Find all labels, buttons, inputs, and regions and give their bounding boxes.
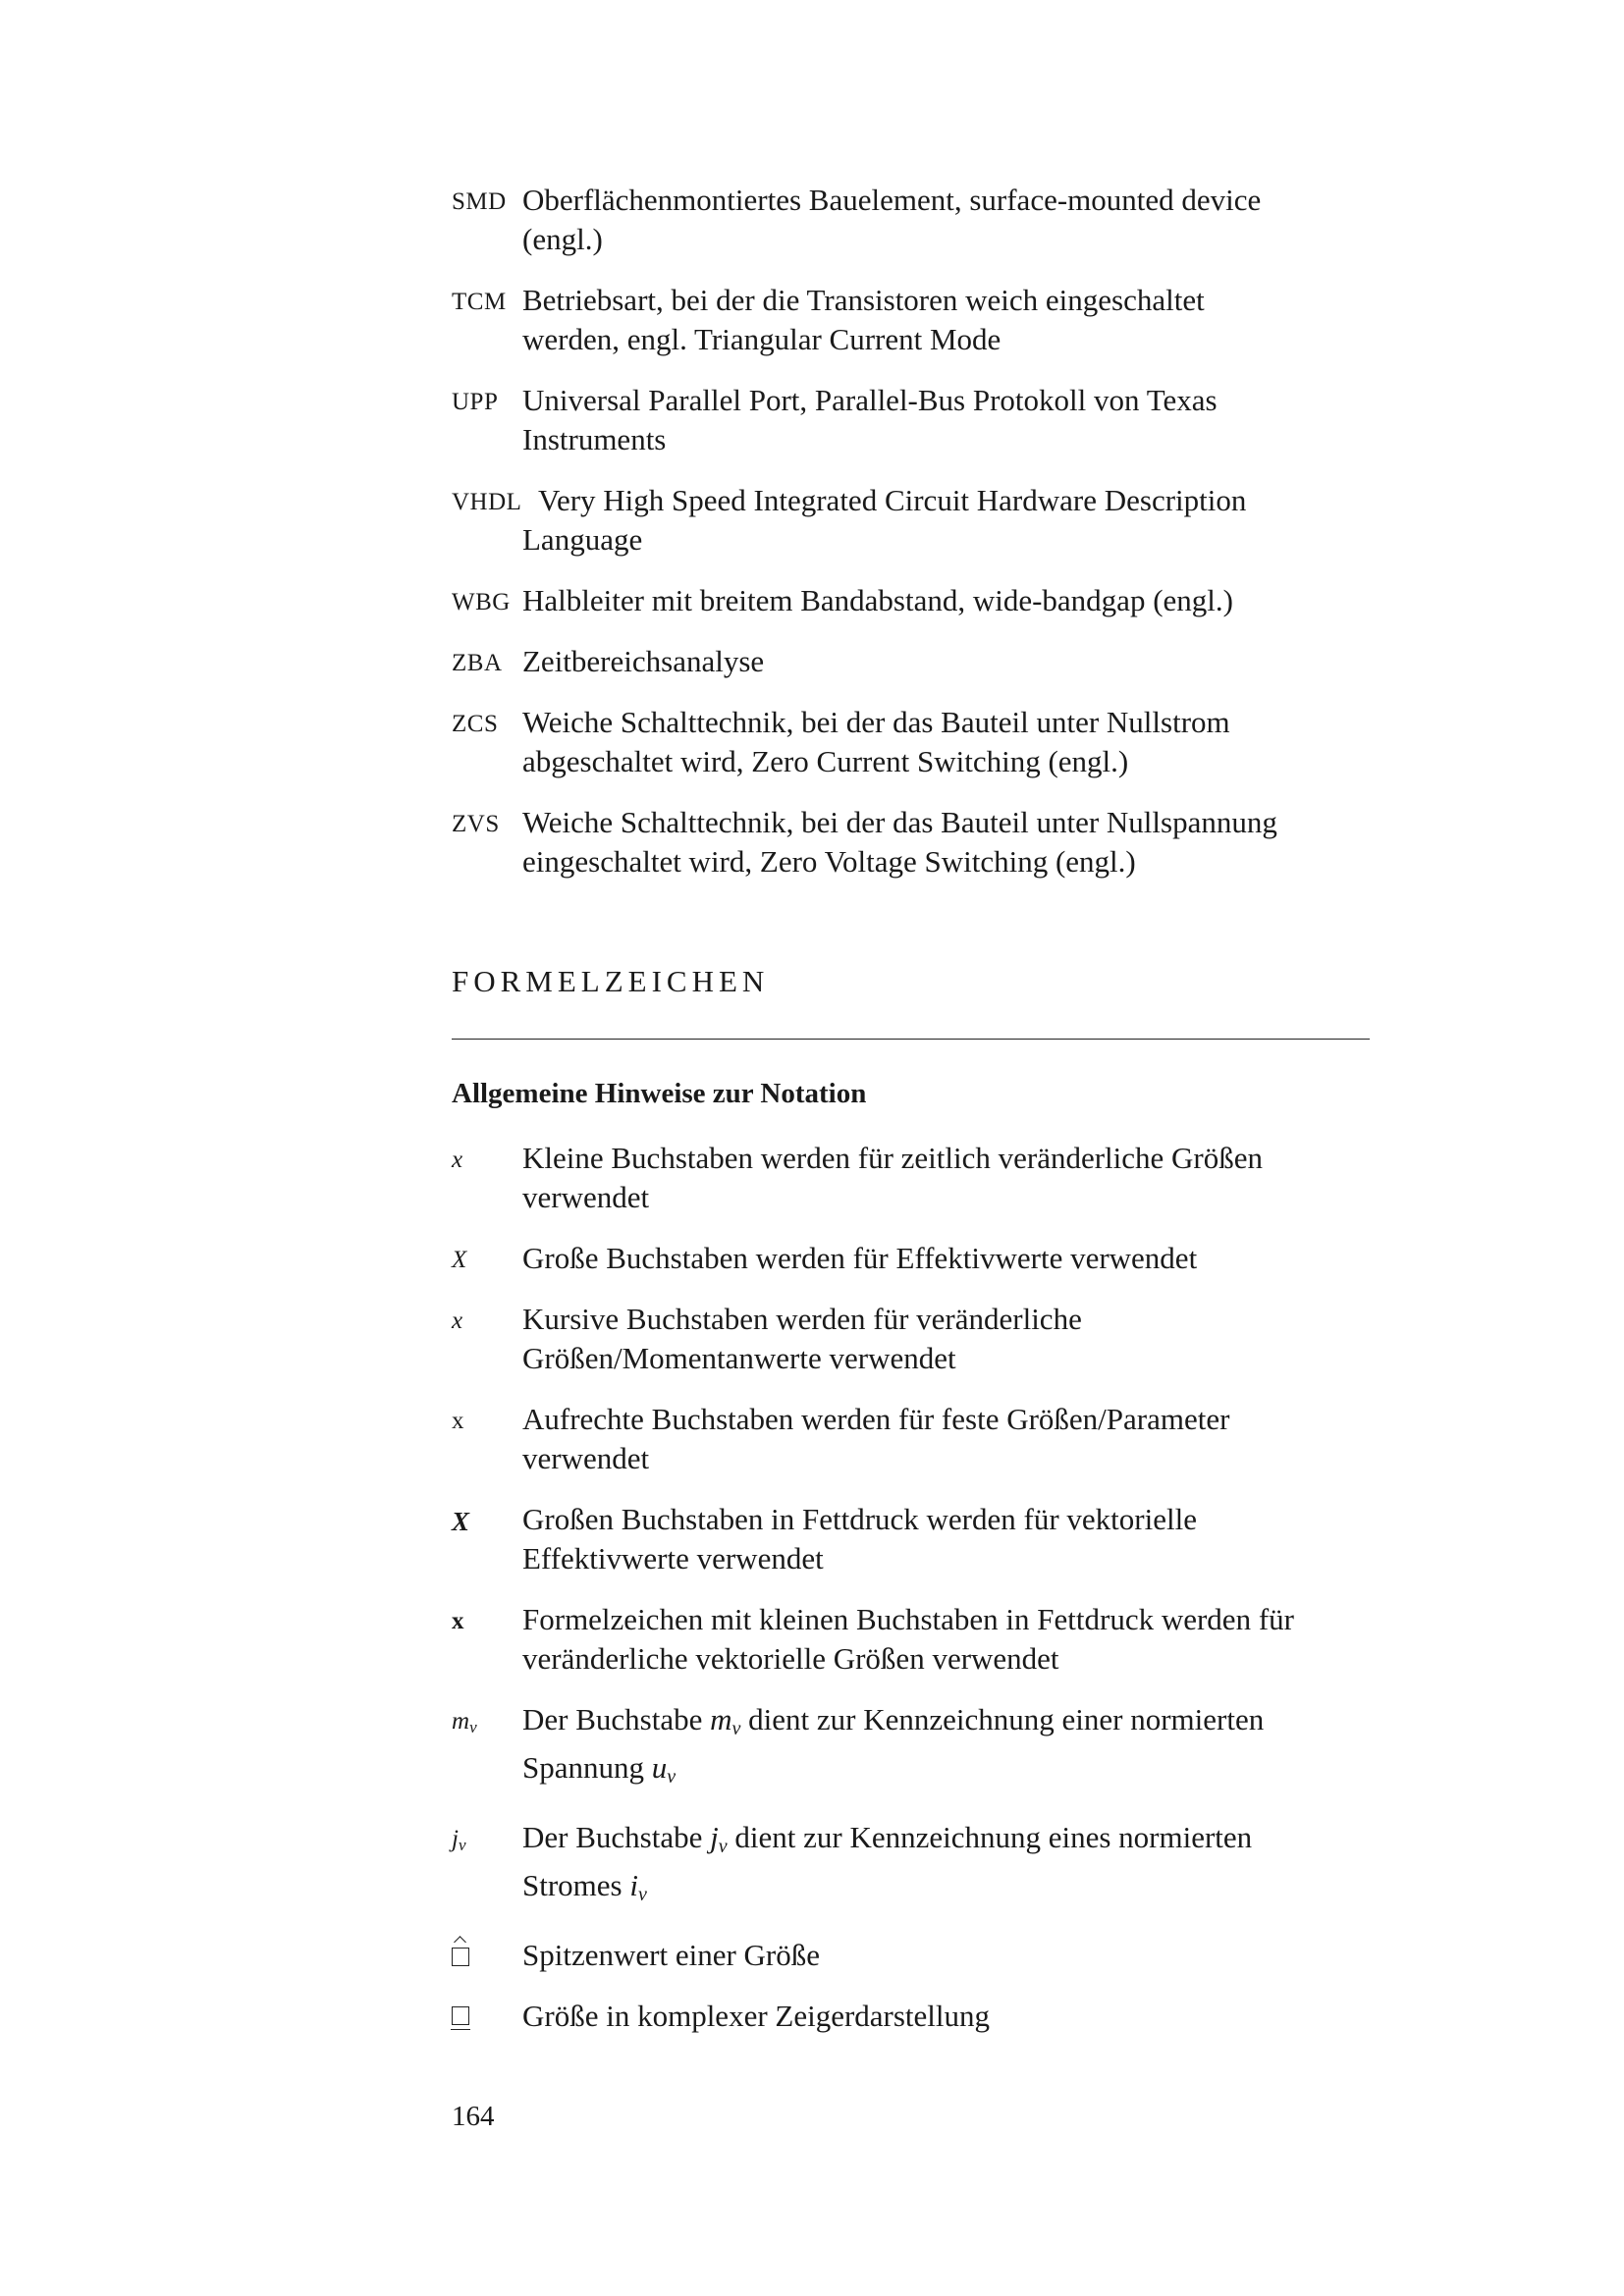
inline-math-base: j <box>710 1820 719 1854</box>
symbol-description-line <box>522 1700 1370 1748</box>
abbreviation-description-line: eingeschaltet wird, Zero Voltage Switching (engl.) <box>522 844 1136 879</box>
abbreviation-entry-wbg <box>452 581 1370 620</box>
symbol-description-line: Kursive Buchstaben werden für veränderliche <box>522 1302 1082 1336</box>
abbreviation-description-line: Instruments <box>522 422 667 456</box>
description-text: dient zur Kennzeichnung eines normierten <box>727 1820 1253 1854</box>
symbol-description-line: Größen/Momentanwerte verwendet <box>522 1341 956 1375</box>
abbreviation-description-line: Weiche Schalttechnik, bei der das Bauteil unter Nullstrom <box>522 705 1230 739</box>
abbreviation-entry-zba <box>452 642 1370 681</box>
inline-math-subscript: ν <box>638 1884 647 1905</box>
symbol-key: X <box>452 1507 470 1536</box>
abbreviation-key: ZCS <box>452 711 499 737</box>
symbol-entry <box>452 1139 1370 1217</box>
description-text: dient zur Kennzeichnung einer normierten <box>740 1702 1265 1736</box>
abbreviation-description-line: Halbleiter mit breitem Bandabstand, wide-bandgap (engl.) <box>522 583 1233 617</box>
inline-math-subscript: ν <box>667 1766 677 1788</box>
inline-math-subscript: ν <box>731 1718 741 1739</box>
symbol-entry <box>452 1997 1370 2036</box>
symbol-entry <box>452 1400 1370 1478</box>
inline-math-base: m <box>710 1702 732 1736</box>
abbreviation-entry-smd <box>452 181 1370 259</box>
symbol-key-subscript: ν <box>469 1718 477 1736</box>
section-title: Allgemeine Hinweise zur Notation <box>452 1078 867 1109</box>
symbol-description-line: Effektivwerte verwendet <box>522 1541 824 1575</box>
abbreviation-description-line: Language <box>522 522 643 557</box>
abbreviation-key: WBG <box>452 589 511 615</box>
symbol-key: x <box>452 1147 463 1173</box>
symbol-key: X <box>452 1247 467 1273</box>
abbreviation-entry-zvs <box>452 803 1370 881</box>
symbol-description-line: Aufrechte Buchstaben werden für feste Größen/Parameter <box>522 1402 1230 1436</box>
symbol-description-line: Großen Buchstaben in Fettdruck werden für vektorielle <box>522 1502 1197 1536</box>
abbreviation-description-line: Zeitbereichsanalyse <box>522 644 765 678</box>
symbol-description-line: verwendet <box>522 1441 650 1475</box>
description-text: Spannung <box>522 1750 652 1785</box>
description-text: Der Buchstabe <box>522 1702 711 1736</box>
abbreviation-description-line: Weiche Schalttechnik, bei der das Bauteil unter Nullspannung <box>522 805 1277 839</box>
abbreviation-list <box>452 181 1370 903</box>
inline-math <box>629 1868 647 1905</box>
symbol-description-line <box>522 1818 1370 1866</box>
abbreviation-entry-tcm <box>452 281 1370 359</box>
symbol-entry <box>452 1600 1370 1679</box>
symbol-description-line: Große Buchstaben werden für Effektivwerte verwendet <box>522 1241 1198 1275</box>
symbol-key: x <box>452 1308 463 1334</box>
abbreviation-entry-vhdl <box>452 481 1370 560</box>
symbol-key <box>452 1999 469 2038</box>
inline-math-base: u <box>651 1750 668 1785</box>
abbreviation-key: UPP <box>452 389 499 415</box>
symbol-key <box>452 1820 466 1865</box>
abbreviation-description-line: abgeschaltet wird, Zero Current Switching (engl.) <box>522 744 1129 778</box>
symbol-description-line: Kleine Buchstaben werden für zeitlich veränderliche Größen <box>522 1141 1264 1175</box>
page-number: 164 <box>452 2101 495 2132</box>
abbreviation-entry-zcs <box>452 703 1370 781</box>
abbreviation-key: ZBA <box>452 650 503 676</box>
abbreviation-description-line: (engl.) <box>522 222 603 256</box>
symbol-description-line: Größe in komplexer Zeigerdarstellung <box>522 1999 991 2033</box>
hat-box-icon <box>452 1948 469 1966</box>
abbreviation-key: ZVS <box>452 811 500 837</box>
symbol-key-subscript: ν <box>458 1836 466 1854</box>
symbol-description-line: Spitzenwert einer Größe <box>522 1938 820 1972</box>
abbreviation-entry-upp <box>452 381 1370 459</box>
symbol-key <box>452 1938 469 1979</box>
inline-math-subscript: ν <box>718 1836 728 1857</box>
symbol-entry <box>452 1818 1370 1914</box>
symbol-description-line: veränderliche vektorielle Größen verwendet <box>522 1641 1059 1676</box>
symbol-list <box>452 1139 1370 2057</box>
abbreviation-key: VHDL <box>452 489 522 515</box>
abbreviation-description-line: werden, engl. Triangular Current Mode <box>522 322 1001 356</box>
underline-box-icon <box>452 2006 469 2025</box>
symbol-key <box>452 1702 477 1747</box>
symbol-entry <box>452 1300 1370 1378</box>
symbol-entry <box>452 1239 1370 1278</box>
abbreviation-description-line: Betriebsart, bei der die Transistoren weich eingeschaltet <box>522 283 1205 317</box>
symbol-key-base: m <box>452 1708 470 1735</box>
symbol-entry <box>452 1500 1370 1578</box>
symbol-entry <box>452 1700 1370 1796</box>
symbol-entry <box>452 1936 1370 1975</box>
symbol-description-line: verwendet <box>522 1180 650 1214</box>
chapter-title: FORMELZEICHEN <box>452 964 770 998</box>
abbreviation-description-line: Very High Speed Integrated Circuit Hardware Description <box>538 483 1247 517</box>
description-text: Der Buchstabe <box>522 1820 711 1854</box>
abbreviation-key: TCM <box>452 289 507 315</box>
symbol-key: x <box>452 1608 464 1634</box>
symbol-description-line <box>522 1748 1370 1796</box>
inline-math-base: i <box>629 1868 638 1902</box>
abbreviation-description-line: Oberflächenmontiertes Bauelement, surface-mounted device <box>522 183 1262 217</box>
symbol-key: x <box>452 1408 464 1434</box>
symbol-description-line <box>522 1866 1370 1914</box>
chapter-rule <box>452 1039 1370 1040</box>
symbol-key-base: j <box>452 1826 459 1852</box>
abbreviation-description-line: Universal Parallel Port, Parallel-Bus Protokoll von Texas <box>522 383 1218 417</box>
abbreviation-key: SMD <box>452 188 507 215</box>
inline-math <box>710 1820 728 1857</box>
symbol-description-line: Formelzeichen mit kleinen Buchstaben in Fettdruck werden für <box>522 1602 1294 1636</box>
inline-math <box>651 1750 677 1788</box>
description-text: Stromes <box>522 1868 630 1902</box>
inline-math <box>710 1702 741 1739</box>
